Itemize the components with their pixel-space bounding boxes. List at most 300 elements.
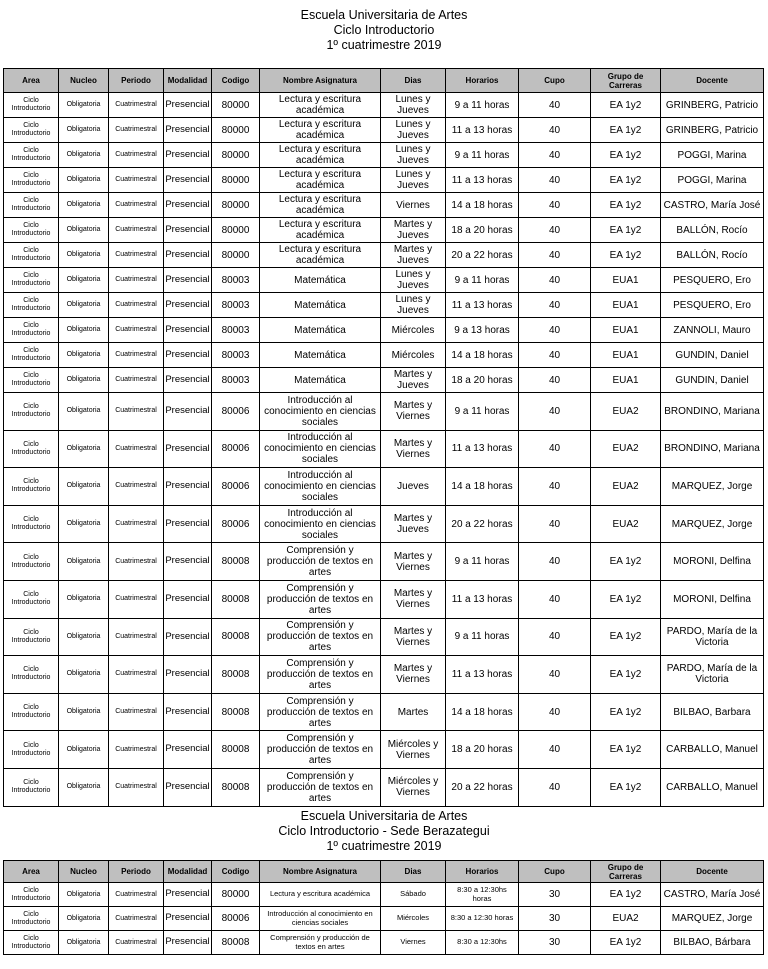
cell-area: Ciclo Introductorio — [4, 931, 59, 955]
cell-docente: MARQUEZ, Jorge — [661, 468, 764, 506]
cell-grupo: EA 1y2 — [591, 693, 661, 731]
cell-docente: CASTRO, María José — [661, 883, 764, 907]
cell-nucleo: Obligatoria — [59, 168, 109, 193]
cell-asignatura: Matemática — [260, 268, 381, 293]
cell-dias: Martes y Jueves — [381, 368, 446, 393]
cell-horarios: 11 a 13 horas — [446, 580, 519, 618]
cell-dias: Miércoles — [381, 907, 446, 931]
cell-dias: Martes y Viernes — [381, 430, 446, 468]
cell-area: Ciclo Introductorio — [4, 468, 59, 506]
header-asignatura: Nombre Asignatura — [260, 861, 381, 883]
cell-grupo: EUA1 — [591, 343, 661, 368]
table-row — [4, 368, 764, 393]
header-asignatura: Nombre Asignatura — [260, 69, 381, 93]
cell-asignatura: Matemática — [260, 343, 381, 368]
cell-docente: BILBAO, Barbara — [661, 693, 764, 731]
cell-area: Ciclo Introductorio — [4, 293, 59, 318]
cell-asignatura: Lectura y escritura académica — [260, 243, 381, 268]
cell-nucleo: Obligatoria — [59, 293, 109, 318]
cell-docente: CASTRO, María José — [661, 193, 764, 218]
cell-horarios: 9 a 11 horas — [446, 393, 519, 431]
cell-modalidad: Presencial — [164, 218, 212, 243]
cell-asignatura: Matemática — [260, 368, 381, 393]
cell-codigo: 80008 — [212, 580, 260, 618]
table-row — [4, 218, 764, 243]
cell-asignatura: Comprensión y producción de textos en artes — [260, 580, 381, 618]
cell-nucleo: Obligatoria — [59, 193, 109, 218]
cell-area: Ciclo Introductorio — [4, 118, 59, 143]
cell-horarios: 9 a 11 horas — [446, 93, 519, 118]
cell-grupo: EA 1y2 — [591, 218, 661, 243]
header-modalidad: Modalidad — [164, 69, 212, 93]
cell-docente: POGGI, Marina — [661, 143, 764, 168]
cell-nucleo: Obligatoria — [59, 883, 109, 907]
cell-nucleo: Obligatoria — [59, 931, 109, 955]
table-row — [4, 656, 764, 694]
cell-nucleo: Obligatoria — [59, 580, 109, 618]
cell-docente: GRINBERG, Patricio — [661, 118, 764, 143]
cell-codigo: 80008 — [212, 731, 260, 769]
cell-docente: MARQUEZ, Jorge — [661, 505, 764, 543]
cell-codigo: 80000 — [212, 883, 260, 907]
header-modalidad: Modalidad — [164, 861, 212, 883]
cell-grupo: EUA1 — [591, 368, 661, 393]
cell-grupo: EUA2 — [591, 907, 661, 931]
cell-grupo: EA 1y2 — [591, 883, 661, 907]
schedule-table-main — [3, 68, 764, 807]
cell-horarios: 20 a 22 horas — [446, 768, 519, 806]
cell-horarios: 11 a 13 horas — [446, 656, 519, 694]
cell-nucleo: Obligatoria — [59, 393, 109, 431]
cell-modalidad: Presencial — [164, 368, 212, 393]
cell-docente: BILBAO, Bárbara — [661, 931, 764, 955]
table-row — [4, 931, 764, 955]
cell-codigo: 80006 — [212, 468, 260, 506]
cell-asignatura: Comprensión y producción de textos en artes — [260, 768, 381, 806]
cell-area: Ciclo Introductorio — [4, 907, 59, 931]
cell-periodo: Cuatrimestral — [109, 168, 164, 193]
table-row — [4, 907, 764, 931]
cell-grupo: EUA1 — [591, 318, 661, 343]
cell-periodo: Cuatrimestral — [109, 218, 164, 243]
cell-nucleo: Obligatoria — [59, 268, 109, 293]
cell-periodo: Cuatrimestral — [109, 143, 164, 168]
cell-cupo: 40 — [519, 580, 591, 618]
cell-asignatura: Lectura y escritura académica — [260, 193, 381, 218]
cell-codigo: 80003 — [212, 368, 260, 393]
cell-dias: Jueves — [381, 468, 446, 506]
cell-periodo: Cuatrimestral — [109, 618, 164, 656]
schedule-title-berazategui — [0, 809, 768, 854]
cell-cupo: 40 — [519, 430, 591, 468]
cell-periodo: Cuatrimestral — [109, 505, 164, 543]
cell-codigo: 80000 — [212, 218, 260, 243]
cell-modalidad: Presencial — [164, 731, 212, 769]
cell-modalidad: Presencial — [164, 168, 212, 193]
header-codigo: Codigo — [212, 861, 260, 883]
cell-area: Ciclo Introductorio — [4, 883, 59, 907]
cell-modalidad: Presencial — [164, 883, 212, 907]
cell-dias: Lunes y Jueves — [381, 143, 446, 168]
cell-modalidad: Presencial — [164, 693, 212, 731]
cell-nucleo: Obligatoria — [59, 618, 109, 656]
table-row — [4, 505, 764, 543]
table-row — [4, 430, 764, 468]
cell-codigo: 80006 — [212, 907, 260, 931]
cell-asignatura: Matemática — [260, 293, 381, 318]
header-cupo: Cupo — [519, 861, 591, 883]
table-row — [4, 268, 764, 293]
cell-dias: Miércoles y Viernes — [381, 768, 446, 806]
schedule-table-berazategui — [3, 860, 764, 955]
cell-cupo: 40 — [519, 168, 591, 193]
table-row — [4, 543, 764, 581]
cell-asignatura: Comprensión y producción de textos en artes — [260, 656, 381, 694]
cell-horarios: 14 a 18 horas — [446, 468, 519, 506]
cell-cupo: 40 — [519, 118, 591, 143]
cell-modalidad: Presencial — [164, 430, 212, 468]
cell-grupo: EA 1y2 — [591, 768, 661, 806]
cell-codigo: 80003 — [212, 343, 260, 368]
cell-dias: Viernes — [381, 931, 446, 955]
cell-area: Ciclo Introductorio — [4, 318, 59, 343]
cell-modalidad: Presencial — [164, 768, 212, 806]
cell-area: Ciclo Introductorio — [4, 393, 59, 431]
cell-dias: Martes y Viernes — [381, 543, 446, 581]
cell-horarios: 18 a 20 horas — [446, 731, 519, 769]
cell-cupo: 40 — [519, 193, 591, 218]
cell-periodo: Cuatrimestral — [109, 343, 164, 368]
table-row — [4, 243, 764, 268]
cell-asignatura: Comprensión y producción de textos en artes — [260, 618, 381, 656]
cell-horarios: 8:30 a 12:30hs — [446, 931, 519, 955]
cell-periodo: Cuatrimestral — [109, 931, 164, 955]
cell-area: Ciclo Introductorio — [4, 143, 59, 168]
cell-periodo: Cuatrimestral — [109, 883, 164, 907]
cell-docente: BALLÓN, Rocío — [661, 218, 764, 243]
cell-asignatura: Lectura y escritura académica — [260, 168, 381, 193]
cell-grupo: EUA1 — [591, 268, 661, 293]
table-header-row — [4, 69, 764, 93]
cell-modalidad: Presencial — [164, 343, 212, 368]
cell-grupo: EA 1y2 — [591, 143, 661, 168]
header-docente: Docente — [661, 69, 764, 93]
cell-nucleo: Obligatoria — [59, 318, 109, 343]
cell-grupo: EUA2 — [591, 505, 661, 543]
cell-docente: BRONDINO, Mariana — [661, 393, 764, 431]
cell-modalidad: Presencial — [164, 505, 212, 543]
cell-dias: Martes y Viernes — [381, 618, 446, 656]
cell-cupo: 40 — [519, 768, 591, 806]
cell-nucleo: Obligatoria — [59, 368, 109, 393]
cell-horarios: 14 a 18 horas — [446, 193, 519, 218]
cell-codigo: 80000 — [212, 193, 260, 218]
cell-periodo: Cuatrimestral — [109, 693, 164, 731]
cell-codigo: 80008 — [212, 931, 260, 955]
title-line: Escuela Universitaria de Artes — [300, 809, 468, 823]
cell-nucleo: Obligatoria — [59, 543, 109, 581]
cell-area: Ciclo Introductorio — [4, 193, 59, 218]
cell-nucleo: Obligatoria — [59, 118, 109, 143]
cell-cupo: 40 — [519, 343, 591, 368]
cell-codigo: 80003 — [212, 293, 260, 318]
cell-periodo: Cuatrimestral — [109, 907, 164, 931]
cell-asignatura: Introducción al conocimiento en ciencias sociales — [260, 505, 381, 543]
cell-docente: PESQUERO, Ero — [661, 268, 764, 293]
cell-modalidad: Presencial — [164, 93, 212, 118]
cell-cupo: 40 — [519, 218, 591, 243]
cell-cupo: 40 — [519, 656, 591, 694]
cell-modalidad: Presencial — [164, 118, 212, 143]
cell-area: Ciclo Introductorio — [4, 93, 59, 118]
cell-codigo: 80006 — [212, 430, 260, 468]
cell-docente: ZANNOLI, Mauro — [661, 318, 764, 343]
cell-asignatura: Introducción al conocimiento en ciencias sociales — [260, 468, 381, 506]
cell-codigo: 80000 — [212, 93, 260, 118]
cell-area: Ciclo Introductorio — [4, 618, 59, 656]
cell-periodo: Cuatrimestral — [109, 293, 164, 318]
cell-cupo: 40 — [519, 505, 591, 543]
title-line: Ciclo Introductorio — [333, 23, 435, 37]
table-row — [4, 883, 764, 907]
cell-horarios: 8:30 a 12:30 horas — [446, 907, 519, 931]
cell-nucleo: Obligatoria — [59, 656, 109, 694]
cell-asignatura: Introducción al conocimiento en ciencias sociales — [260, 907, 381, 931]
cell-dias: Miércoles — [381, 343, 446, 368]
cell-periodo: Cuatrimestral — [109, 393, 164, 431]
cell-dias: Martes y Viernes — [381, 580, 446, 618]
cell-docente: POGGI, Marina — [661, 168, 764, 193]
header-nucleo: Nucleo — [59, 861, 109, 883]
table-row — [4, 580, 764, 618]
header-grupo: Grupo de Carreras — [591, 69, 661, 93]
header-periodo: Periodo — [109, 69, 164, 93]
cell-area: Ciclo Introductorio — [4, 268, 59, 293]
table-row — [4, 318, 764, 343]
cell-nucleo: Obligatoria — [59, 218, 109, 243]
header-dias: Dias — [381, 861, 446, 883]
cell-modalidad: Presencial — [164, 293, 212, 318]
title-line: 1º cuatrimestre 2019 — [326, 839, 442, 853]
cell-cupo: 40 — [519, 618, 591, 656]
cell-nucleo: Obligatoria — [59, 907, 109, 931]
title-line: Escuela Universitaria de Artes — [300, 8, 468, 22]
cell-codigo: 80000 — [212, 118, 260, 143]
cell-modalidad: Presencial — [164, 907, 212, 931]
cell-periodo: Cuatrimestral — [109, 468, 164, 506]
cell-codigo: 80006 — [212, 393, 260, 431]
table-row — [4, 343, 764, 368]
cell-horarios: 9 a 11 horas — [446, 618, 519, 656]
cell-cupo: 40 — [519, 293, 591, 318]
cell-asignatura: Comprensión y producción de textos en artes — [260, 731, 381, 769]
table-header-row — [4, 861, 764, 883]
cell-dias: Lunes y Jueves — [381, 168, 446, 193]
cell-horarios: 11 a 13 horas — [446, 293, 519, 318]
cell-cupo: 40 — [519, 243, 591, 268]
cell-nucleo: Obligatoria — [59, 143, 109, 168]
cell-codigo: 80003 — [212, 318, 260, 343]
table-row — [4, 118, 764, 143]
cell-area: Ciclo Introductorio — [4, 505, 59, 543]
cell-codigo: 80000 — [212, 143, 260, 168]
cell-horarios: 20 a 22 horas — [446, 243, 519, 268]
cell-dias: Martes — [381, 693, 446, 731]
cell-cupo: 40 — [519, 468, 591, 506]
cell-dias: Martes y Jueves — [381, 505, 446, 543]
cell-periodo: Cuatrimestral — [109, 580, 164, 618]
cell-grupo: EA 1y2 — [591, 580, 661, 618]
cell-docente: CARBALLO, Manuel — [661, 768, 764, 806]
cell-codigo: 80008 — [212, 656, 260, 694]
cell-modalidad: Presencial — [164, 468, 212, 506]
cell-horarios: 18 a 20 horas — [446, 368, 519, 393]
cell-periodo: Cuatrimestral — [109, 193, 164, 218]
header-cupo: Cupo — [519, 69, 591, 93]
cell-periodo: Cuatrimestral — [109, 731, 164, 769]
header-horarios: Horarios — [446, 861, 519, 883]
cell-asignatura: Matemática — [260, 318, 381, 343]
cell-cupo: 40 — [519, 93, 591, 118]
cell-periodo: Cuatrimestral — [109, 268, 164, 293]
cell-horarios: 18 a 20 horas — [446, 218, 519, 243]
cell-area: Ciclo Introductorio — [4, 580, 59, 618]
cell-docente: GRINBERG, Patricio — [661, 93, 764, 118]
cell-dias: Lunes y Jueves — [381, 93, 446, 118]
cell-nucleo: Obligatoria — [59, 430, 109, 468]
cell-horarios: 11 a 13 horas — [446, 430, 519, 468]
cell-codigo: 80003 — [212, 268, 260, 293]
cell-horarios: 9 a 11 horas — [446, 143, 519, 168]
cell-docente: MARQUEZ, Jorge — [661, 907, 764, 931]
title-line: 1º cuatrimestre 2019 — [326, 38, 442, 52]
cell-area: Ciclo Introductorio — [4, 368, 59, 393]
cell-periodo: Cuatrimestral — [109, 768, 164, 806]
cell-dias: Miércoles y Viernes — [381, 731, 446, 769]
cell-grupo: EA 1y2 — [591, 193, 661, 218]
cell-horarios: 20 a 22 horas — [446, 505, 519, 543]
header-area: Area — [4, 69, 59, 93]
cell-dias: Viernes — [381, 193, 446, 218]
cell-periodo: Cuatrimestral — [109, 430, 164, 468]
cell-modalidad: Presencial — [164, 931, 212, 955]
cell-grupo: EUA1 — [591, 293, 661, 318]
cell-dias: Miércoles — [381, 318, 446, 343]
cell-dias: Martes y Viernes — [381, 393, 446, 431]
cell-docente: PESQUERO, Ero — [661, 293, 764, 318]
cell-grupo: EA 1y2 — [591, 168, 661, 193]
cell-asignatura: Comprensión y producción de textos en artes — [260, 693, 381, 731]
title-line: Ciclo Introductorio - Sede Berazategui — [278, 824, 490, 838]
cell-codigo: 80008 — [212, 768, 260, 806]
cell-dias: Martes y Jueves — [381, 243, 446, 268]
cell-horarios: 9 a 11 horas — [446, 268, 519, 293]
cell-periodo: Cuatrimestral — [109, 368, 164, 393]
cell-grupo: EUA2 — [591, 430, 661, 468]
cell-nucleo: Obligatoria — [59, 693, 109, 731]
cell-cupo: 40 — [519, 693, 591, 731]
header-nucleo: Nucleo — [59, 69, 109, 93]
cell-asignatura: Lectura y escritura académica — [260, 118, 381, 143]
header-area: Area — [4, 861, 59, 883]
table-row — [4, 143, 764, 168]
cell-periodo: Cuatrimestral — [109, 243, 164, 268]
table-row — [4, 293, 764, 318]
cell-periodo: Cuatrimestral — [109, 118, 164, 143]
schedule-title-main — [0, 8, 768, 53]
header-dias: Dias — [381, 69, 446, 93]
cell-grupo: EA 1y2 — [591, 731, 661, 769]
cell-cupo: 40 — [519, 143, 591, 168]
cell-modalidad: Presencial — [164, 268, 212, 293]
cell-grupo: EA 1y2 — [591, 118, 661, 143]
header-horarios: Horarios — [446, 69, 519, 93]
cell-nucleo: Obligatoria — [59, 93, 109, 118]
cell-modalidad: Presencial — [164, 393, 212, 431]
cell-horarios: 11 a 13 horas — [446, 168, 519, 193]
cell-area: Ciclo Introductorio — [4, 693, 59, 731]
cell-codigo: 80008 — [212, 618, 260, 656]
cell-asignatura: Comprensión y producción de textos en artes — [260, 543, 381, 581]
cell-area: Ciclo Introductorio — [4, 243, 59, 268]
cell-cupo: 40 — [519, 268, 591, 293]
cell-periodo: Cuatrimestral — [109, 656, 164, 694]
cell-cupo: 40 — [519, 543, 591, 581]
table-row — [4, 168, 764, 193]
cell-nucleo: Obligatoria — [59, 243, 109, 268]
cell-nucleo: Obligatoria — [59, 343, 109, 368]
cell-dias: Martes y Viernes — [381, 656, 446, 694]
header-periodo: Periodo — [109, 861, 164, 883]
cell-grupo: EA 1y2 — [591, 243, 661, 268]
cell-horarios: 11 a 13 horas — [446, 118, 519, 143]
cell-grupo: EA 1y2 — [591, 543, 661, 581]
cell-docente: GUNDIN, Daniel — [661, 368, 764, 393]
cell-asignatura: Introducción al conocimiento en ciencias sociales — [260, 430, 381, 468]
table-row — [4, 468, 764, 506]
cell-dias: Martes y Jueves — [381, 218, 446, 243]
cell-area: Ciclo Introductorio — [4, 430, 59, 468]
cell-dias: Lunes y Jueves — [381, 118, 446, 143]
cell-horarios: 9 a 11 horas — [446, 543, 519, 581]
cell-codigo: 80006 — [212, 505, 260, 543]
cell-area: Ciclo Introductorio — [4, 543, 59, 581]
cell-codigo: 80008 — [212, 693, 260, 731]
cell-nucleo: Obligatoria — [59, 731, 109, 769]
cell-horarios: 9 a 13 horas — [446, 318, 519, 343]
cell-cupo: 40 — [519, 318, 591, 343]
cell-docente: BALLÓN, Rocío — [661, 243, 764, 268]
cell-nucleo: Obligatoria — [59, 468, 109, 506]
table-row — [4, 768, 764, 806]
cell-cupo: 40 — [519, 731, 591, 769]
cell-asignatura: Lectura y escritura académica — [260, 143, 381, 168]
cell-grupo: EA 1y2 — [591, 931, 661, 955]
table-row — [4, 193, 764, 218]
header-codigo: Codigo — [212, 69, 260, 93]
cell-area: Ciclo Introductorio — [4, 656, 59, 694]
table-row — [4, 393, 764, 431]
cell-docente: GUNDIN, Daniel — [661, 343, 764, 368]
cell-codigo: 80000 — [212, 243, 260, 268]
table-row — [4, 93, 764, 118]
cell-modalidad: Presencial — [164, 656, 212, 694]
cell-grupo: EA 1y2 — [591, 93, 661, 118]
cell-grupo: EUA2 — [591, 468, 661, 506]
cell-modalidad: Presencial — [164, 318, 212, 343]
cell-docente: PARDO, María de la Victoria — [661, 618, 764, 656]
cell-nucleo: Obligatoria — [59, 505, 109, 543]
